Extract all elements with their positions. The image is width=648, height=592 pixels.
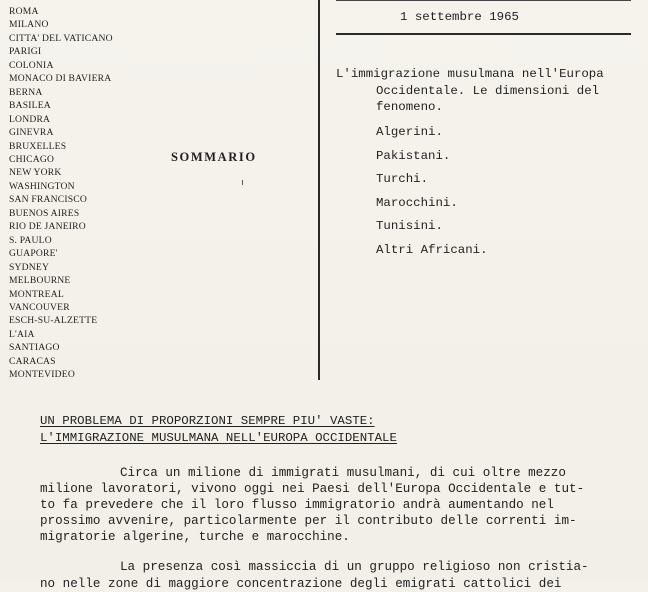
city-item: BUENOS AIRES [9,207,80,219]
city-item: L'AIA [9,328,35,340]
city-item: RIO DE JANEIRO [9,221,86,233]
toc-item: Algerini. [376,125,443,139]
section-title: SOMMARIO [171,150,257,164]
city-item: MELBOURNE [9,275,71,287]
toc-list [376,121,488,262]
city-item: VANCOUVER [9,301,70,313]
paragraph-gap [40,545,640,559]
city-item: BRUXELLES [9,140,67,152]
city-item: GINEVRA [9,127,54,139]
city-item: CARACAS [9,355,56,367]
body-line: migratorie algerine, turche e marocchine. [40,530,350,545]
toc-intro-line: L'immigrazione musulmana nell'Europa [336,67,604,81]
city-item: ESCH-SU-ALZETTE [9,315,98,327]
city-list [9,5,113,382]
body-line: Circa un milione di immigrati musulmani, di cui oltre mezzo [120,466,566,480]
city-item: MILANO [9,19,49,31]
body-line: milione lavoratori, vivono oggi nei Paesi dell'Europa Occidentale e tut- [40,482,585,497]
body-line: prossimo avvenire, particolarmente per il contributo delle correnti im- [40,514,577,529]
city-item: NEW YORK [9,167,62,179]
toc-item: Marocchini. [376,195,458,210]
headline-line: UN PROBLEMA DI PROPORZIONI SEMPRE PIU' VASTE: [40,414,375,428]
toc-item: Altri Africani. [376,242,488,257]
city-item: COLONIA [9,59,54,71]
city-item: CHICAGO [9,153,55,165]
toc-intro [336,66,636,116]
issue-date: 1 settembre 1965 [400,10,519,24]
city-item: PARIGI [9,46,42,58]
ink-mark [242,180,243,185]
city-item: S. PAULO [9,234,52,246]
city-item: ROMA [9,6,39,17]
toc-item: Pakistani. [376,148,451,163]
toc-item: Turchi. [376,172,429,186]
city-item: SAN FRANCISCO [9,194,88,206]
city-item: SYDNEY [9,261,50,273]
city-item: MONTEVIDEO [9,369,75,381]
city-item: WASHINGTON [9,180,75,192]
city-item: LONDRA [9,113,51,125]
date-rule [336,33,631,35]
city-item: SANTIAGO [9,342,60,354]
body-line: La presenza così massiccia di un gruppo religioso non cristia- [120,560,589,575]
city-item: BERNA [9,86,43,98]
body-line: to fa prevedere che il loro flusso immigratorio andrà aumentando nel [40,498,554,513]
headline-line: L'IMMIGRAZIONE MUSULMANA NELL'EUROPA OCCIDENTALE [40,431,397,445]
column-divider [318,0,320,380]
toc-item: Tunisini. [376,219,443,233]
city-item: MONTREAL [9,288,64,300]
city-item: BASILEA [9,100,51,112]
toc-intro-line: fenomeno. [376,100,443,114]
top-rule [336,0,631,1]
city-item: MONACO DI BAVIERA [9,73,112,85]
city-item: GUAPORE' [9,248,58,260]
city-item: CITTA' DEL VATICANO [9,32,113,44]
article-headline [40,413,397,447]
article-body [40,465,640,592]
body-line: no nelle zone di maggiore concentrazione degli emigrati cattolici dei [40,576,562,591]
toc-intro-line: Occidentale. Le dimensioni del [376,83,600,98]
